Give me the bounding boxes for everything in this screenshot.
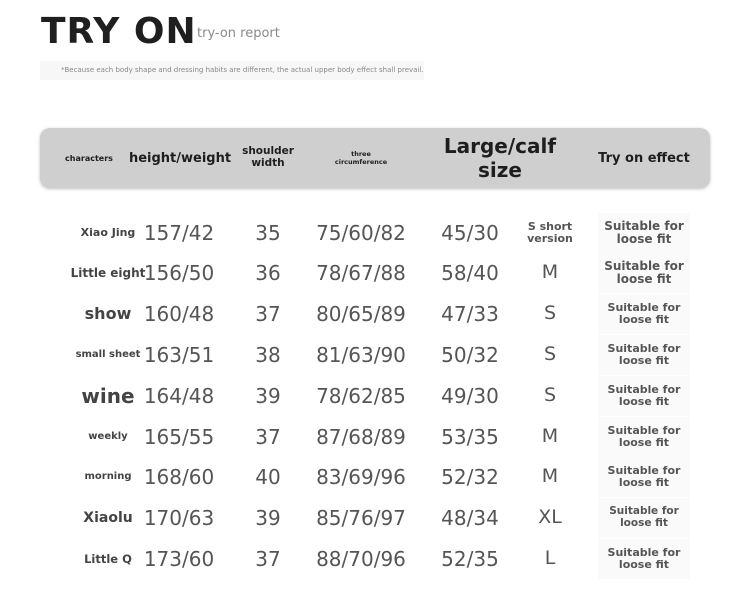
row-calf-size: 48/34 [441,506,499,530]
row-try-on-effect: Suitable for loose fit [598,213,690,253]
row-try-on-effect: Suitable for loose fit [598,376,690,416]
row-height-weight: 163/51 [143,343,215,367]
row-size: M [541,465,559,488]
table-header [40,128,710,188]
column-header-large-calf-size: Large/calf size [443,134,557,182]
row-name: Little eight [70,265,146,280]
row-name: Xiaolu [83,509,133,526]
row-three-circumference: 85/76/97 [316,506,406,530]
table-row [40,213,710,253]
row-height-weight: 165/55 [143,425,215,449]
table-row [40,335,710,375]
row-try-on-effect: Suitable for loose fit [598,539,690,579]
row-height-weight: 157/42 [143,221,215,245]
row-try-on-effect: Suitable for loose fit [598,498,690,538]
row-size: S [543,384,557,407]
row-size: XL [538,506,562,529]
page-title: TRY ON [41,11,197,52]
row-calf-size: 47/33 [441,302,499,326]
row-size: M [541,425,559,448]
row-shoulder-width: 37 [255,302,281,326]
row-calf-size: 50/32 [441,343,499,367]
table-row [40,539,710,579]
row-three-circumference: 75/60/82 [316,221,406,245]
table-row [40,294,710,334]
row-name: morning [84,470,132,482]
row-calf-size: 53/35 [441,425,499,449]
row-name: small sheet [75,348,141,360]
row-shoulder-width: 37 [255,547,281,571]
row-name: Little Q [84,551,132,566]
row-size: M [541,261,559,284]
row-try-on-effect: Suitable for loose fit [598,457,690,497]
column-header-try-on-effect: Try on effect [598,150,690,166]
row-height-weight: 160/48 [143,302,215,326]
row-three-circumference: 88/70/96 [316,547,406,571]
table-row [40,457,710,497]
row-calf-size: 52/32 [441,465,499,489]
row-height-weight: 156/50 [143,261,215,285]
row-name: show [84,303,132,323]
row-height-weight: 164/48 [143,384,215,408]
column-header-three-circumference: three circumference [334,149,388,166]
row-three-circumference: 78/67/88 [316,261,406,285]
row-calf-size: 58/40 [441,261,499,285]
row-try-on-effect: Suitable for loose fit [598,253,690,293]
row-shoulder-width: 40 [255,465,281,489]
row-shoulder-width: 39 [255,506,281,530]
row-shoulder-width: 35 [255,221,281,245]
table-row [40,376,710,416]
table-row [40,417,710,457]
row-three-circumference: 78/62/85 [316,384,406,408]
row-height-weight: 170/63 [143,506,215,530]
row-shoulder-width: 36 [255,261,281,285]
table-row [40,498,710,538]
column-header-height-weight: height/weight [128,150,232,166]
row-calf-size: 45/30 [441,221,499,245]
row-height-weight: 173/60 [143,547,215,571]
row-try-on-effect: Suitable for loose fit [598,417,690,457]
row-height-weight: 168/60 [143,465,215,489]
row-size: L [544,547,556,570]
row-size: S [543,343,557,366]
row-shoulder-width: 39 [255,384,281,408]
row-shoulder-width: 38 [255,343,281,367]
row-three-circumference: 81/63/90 [316,343,406,367]
row-three-circumference: 87/68/89 [316,425,406,449]
row-try-on-effect: Suitable for loose fit [598,335,690,375]
row-three-circumference: 80/65/89 [316,302,406,326]
table-row [40,253,710,293]
row-shoulder-width: 37 [255,425,281,449]
row-try-on-effect: Suitable for loose fit [598,294,690,334]
row-size: S [543,302,557,325]
row-name: Xiao Jing [80,226,136,240]
disclaimer-note: *Because each body shape and dressing habits are different, the actual upper body effect shall prevail. [40,61,424,80]
column-header-characters: characters [65,153,113,163]
row-name: wine [81,383,135,408]
page-subtitle: try-on report [197,26,280,41]
row-name: weekly [88,430,128,442]
row-calf-size: 52/35 [441,547,499,571]
row-three-circumference: 83/69/96 [316,465,406,489]
row-size: S short version [527,220,573,245]
row-calf-size: 49/30 [441,384,499,408]
column-header-shoulder-width: shoulder width [242,145,294,169]
